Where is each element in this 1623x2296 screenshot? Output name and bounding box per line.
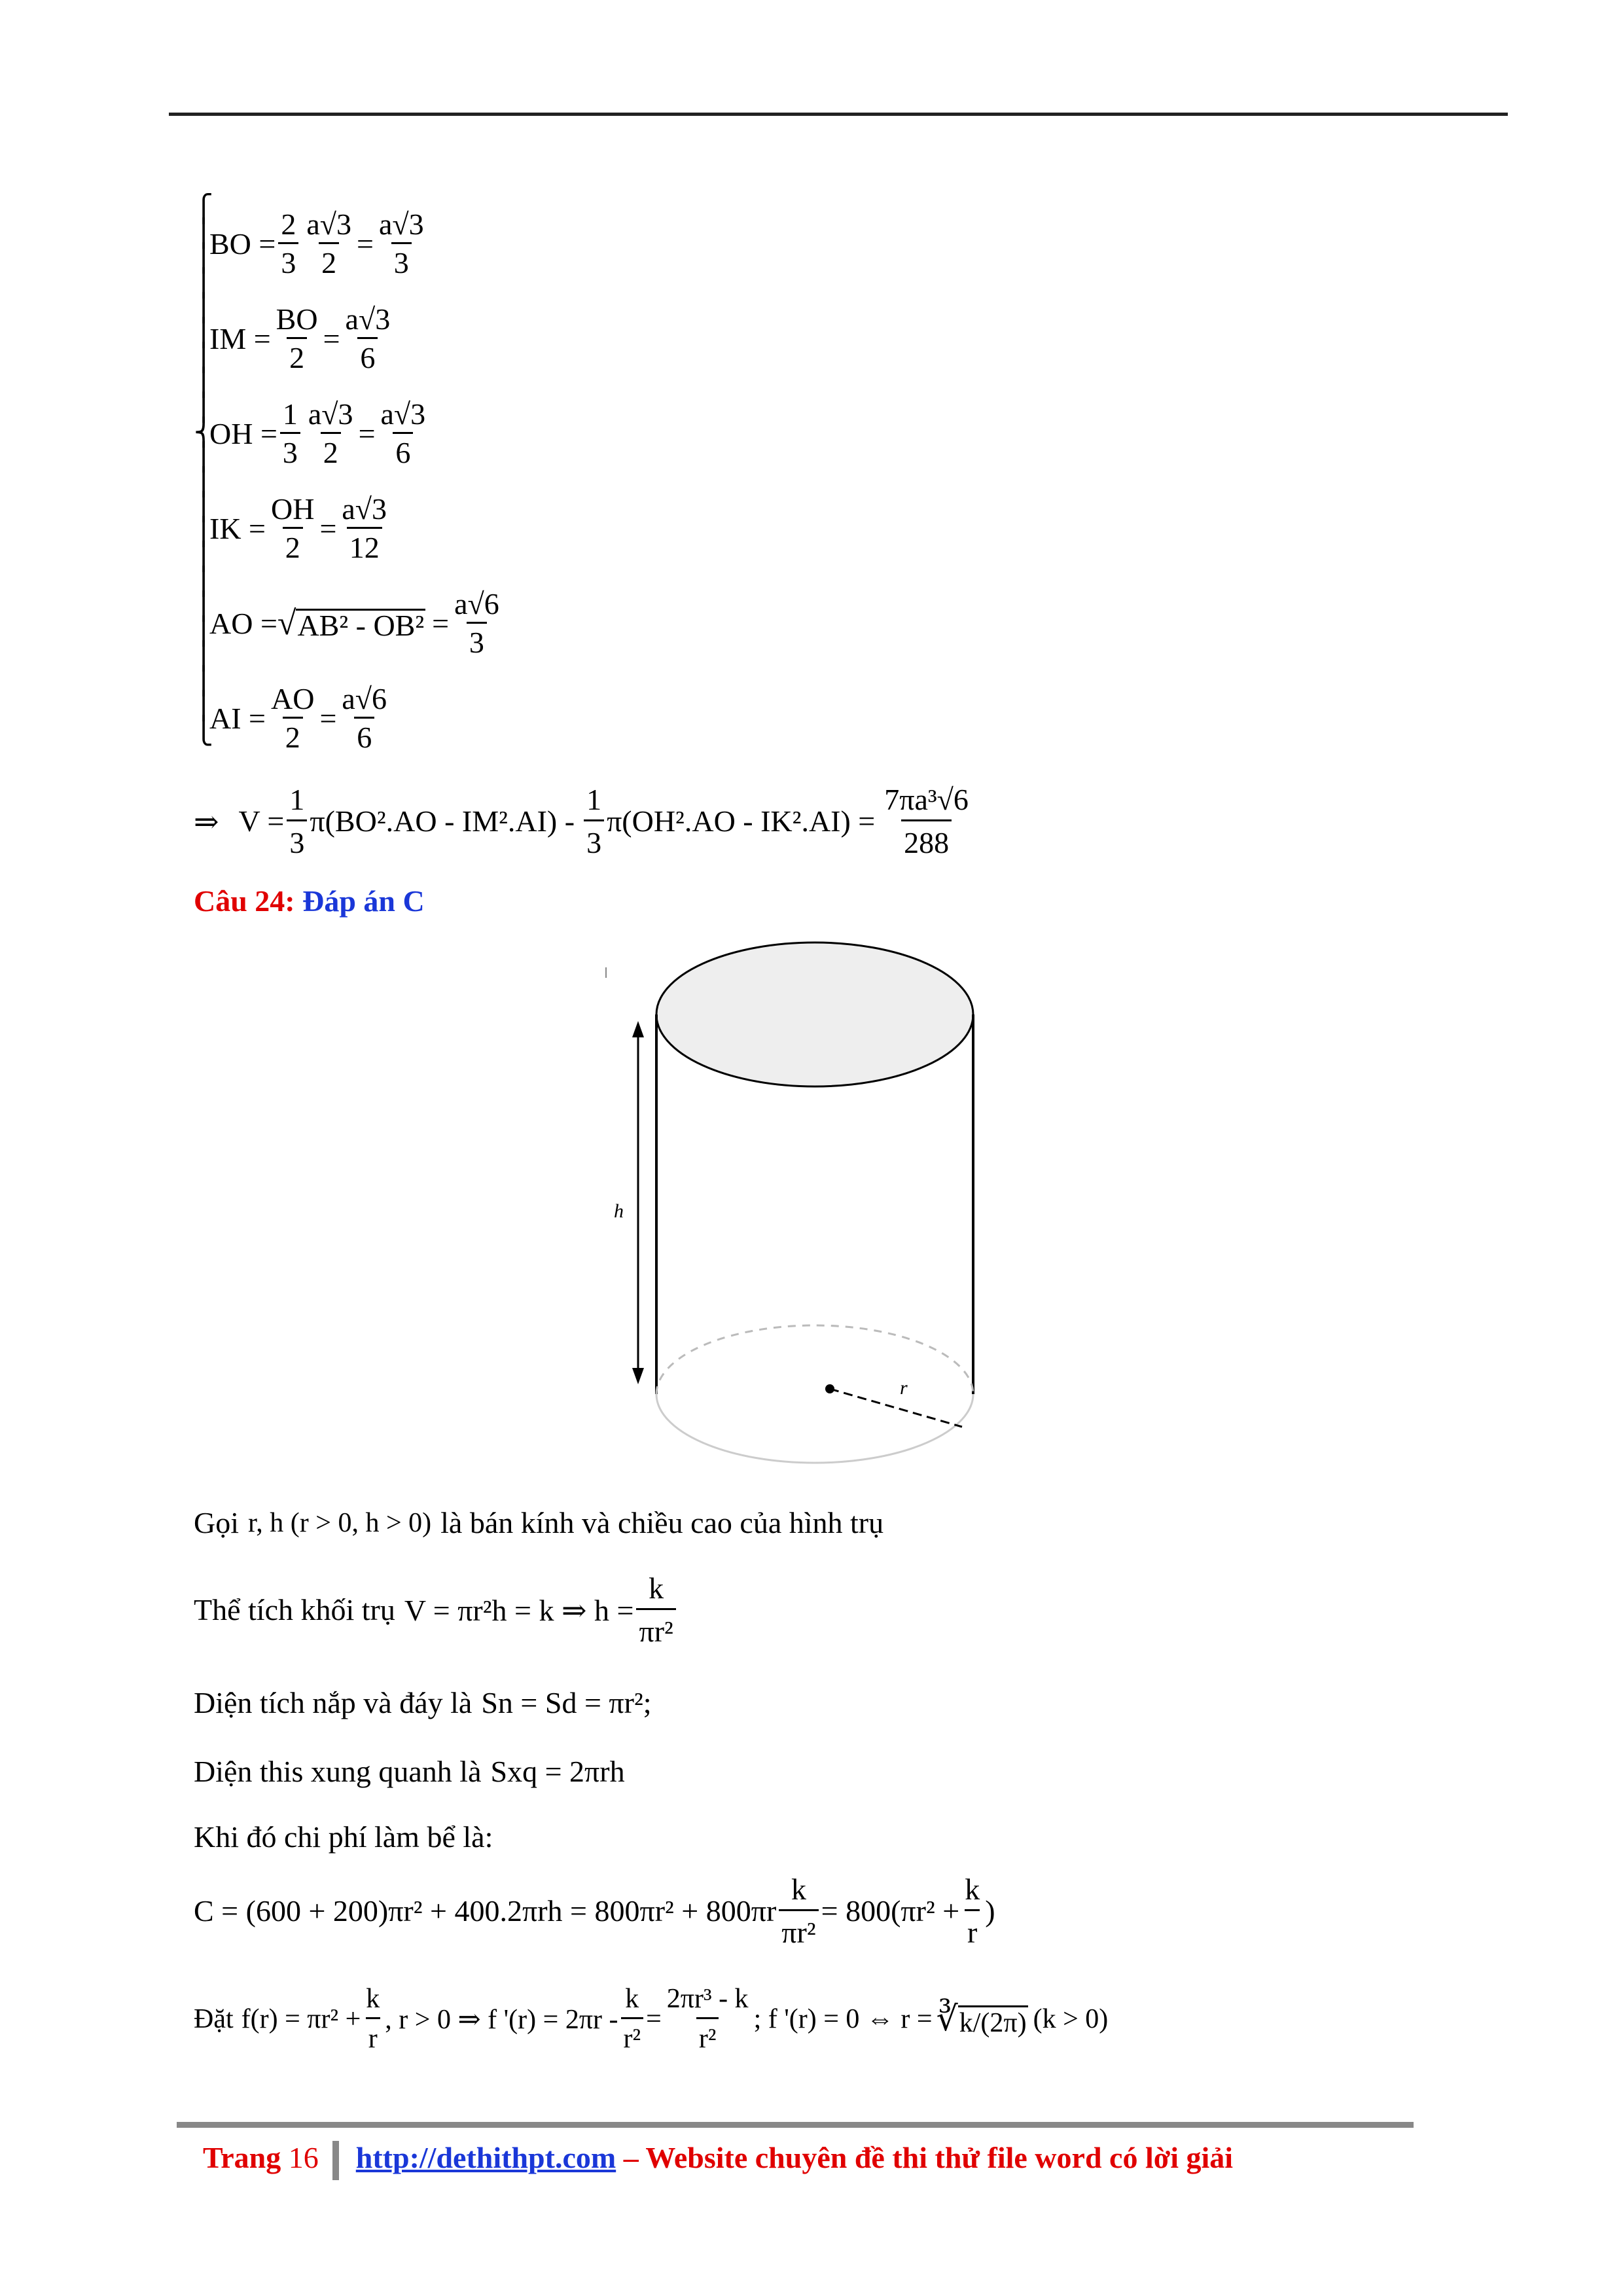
line-volume: Thể tích khối trụ V = πr²h = k ⇒ h = $\frac{k}{\text{πr²}}$ xyxy=(194,1571,679,1649)
footer-link[interactable]: http://dethithpt.com xyxy=(355,2141,616,2174)
answer-label: Đáp án C xyxy=(302,884,425,918)
eq-ai: AI = $\frac{AO}{2}$ = $\frac{a√6}{6}$ xyxy=(209,682,387,754)
eq-ao: AO = √ AB² - OB² = $\frac{a√6}{3}$ xyxy=(209,587,499,659)
height-arrow-top xyxy=(632,1021,644,1037)
cylinder-figure xyxy=(589,929,1047,1479)
line-derivative: Đặt f(r) = πr² + $\frac{k}{r}$ , r > 0 ⇒ f '(r) = 2πr - $\frac{k}{\text{r²}}$ = $\frac{\text{2πr³ - k}}{\text{r²}}$ ; f '(r) = 0 ⇔ r = ∛ k/(2π) (k > 0) xyxy=(194,1984,1109,2054)
eq-bo: BO = $\frac{2}{3}$ $\frac{a√3}{2}$ = $\frac{a√3}{3}$ xyxy=(209,207,424,279)
cylinder-bottom-back xyxy=(656,1325,973,1394)
radius-line xyxy=(830,1389,962,1427)
line-cost-intro: Khi đó chi phí làm bể là: xyxy=(194,1820,493,1854)
footer-separator xyxy=(332,2141,339,2180)
cylinder-top xyxy=(656,942,973,1086)
cylinder-bottom-front xyxy=(656,1394,973,1463)
header-rule xyxy=(169,113,1508,116)
question-label: Câu 24: xyxy=(194,884,295,918)
eq-im: IM = $\frac{BO}{2}$ = $\frac{a√3}{6}$ xyxy=(209,302,391,374)
eq-ik: IK = $\frac{OH}{2}$ = $\frac{a√3}{12}$ xyxy=(209,492,387,564)
volume-formula: ⇒ V = $\frac{1}{3}$ π(BO².AO - IM².AI) - $\frac{1}{3}$ π(OH².AO - IK².AI) = $\frac{\text{7πa³√6}}{288}$ xyxy=(194,783,969,859)
radius-label: r xyxy=(900,1377,908,1399)
height-arrow-bottom xyxy=(632,1368,644,1384)
brace-glyphs: ⎧ ⎪ ⎪ ⎪ ⎪ ⎪ ⎪ ⎪ ⎪ ⎨ ⎪ ⎪ ⎪ ⎪ ⎪ ⎪ ⎪ ⎪ ⎪ ⎪ ⎪ ⎩ xyxy=(194,194,213,746)
footer-rule xyxy=(177,2122,1414,2128)
height-label: h xyxy=(614,1200,624,1222)
eq-oh: OH = $\frac{1}{3}$ $\frac{a√3}{2}$ = $\frac{a√3}{6}$ xyxy=(209,397,426,469)
line-variables: Gọi r, h (r > 0, h > 0) là bán kính và chiều cao của hình trụ xyxy=(194,1506,884,1539)
line-area-caps: Diện tích nắp và đáy là Sn = Sd = πr²; xyxy=(194,1686,652,1719)
footer: Trang 16 http://dethithpt.com – Website chuyên đề thi thử file word có lời giải xyxy=(203,2140,1233,2180)
equation-system xyxy=(194,194,995,772)
question-heading xyxy=(194,884,425,918)
line-area-side: Diện this xung quanh là Sxq = 2πrh xyxy=(194,1755,625,1788)
line-cost-formula: C = (600 + 200)πr² + 400.2πrh = 800πr² + 800πr $\frac{k}{\text{πr²}}$ = 800(πr² + $\frac{k}{r}$ ) xyxy=(194,1873,995,1949)
